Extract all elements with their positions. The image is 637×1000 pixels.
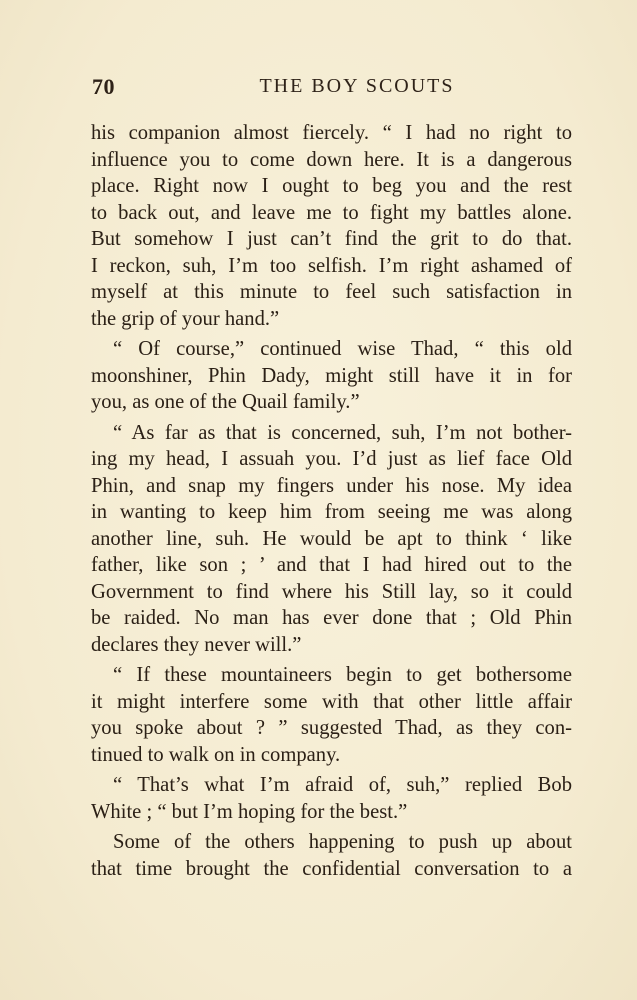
text-line: his companion almost fiercely. “ I had no right to: [91, 122, 572, 144]
text-line: that time brought the confidential conversation to a: [91, 857, 572, 880]
paragraph: [91, 662, 572, 768]
text-line: I reckon, suh, I’m too selfish. I’m right ashamed of: [91, 254, 572, 277]
paragraph: [91, 120, 572, 332]
text-line: “ As far as that is concerned, suh, I’m not bother-: [113, 421, 572, 444]
text-line: in wanting to keep him from seeing me was along: [91, 501, 572, 523]
page-number: 70: [92, 74, 115, 99]
text-line: tinued to walk on in company.: [91, 743, 341, 766]
text-line: place. Right now I ought to beg you and the rest: [91, 175, 572, 197]
text-line: White ; “ but I’m hoping for the best.”: [91, 800, 408, 823]
text-line: be raided. No man has ever done that ; Old Phin: [91, 607, 572, 629]
text-line: “ Of course,” continued wise Thad, “ this old: [113, 338, 572, 360]
text-line: Some of the others happening to push up about: [113, 831, 572, 853]
text-line: it might interfere some with that other little affair: [91, 690, 572, 713]
text-line: influence you to come down here. It is a dangerous: [91, 148, 572, 171]
text-line: to back out, and leave me to fight my battles alone.: [91, 201, 572, 224]
text-line: “ That’s what I’m afraid of, suh,” replied Bob: [113, 774, 572, 796]
text-line: ing my head, I assuah you. I’d just as lief face Old: [91, 448, 572, 470]
paragraph: [91, 336, 572, 416]
text-line: the grip of your hand.”: [91, 307, 280, 330]
running-title: THE BOY SCOUTS: [259, 75, 455, 97]
paragraph: [91, 772, 572, 825]
text-line: “ If these mountaineers begin to get bothersome: [113, 664, 572, 686]
body-text: [91, 120, 572, 886]
paragraph: [91, 829, 572, 882]
text-line: you spoke about ? ” suggested Thad, as they con-: [91, 717, 572, 739]
text-line: declares they never will.”: [91, 633, 302, 656]
text-line: moonshiner, Phin Dady, might still have it in for: [91, 364, 572, 387]
paragraph: [91, 420, 572, 659]
text-line: Government to find where his Still lay, so it could: [91, 580, 572, 603]
text-line: myself at this minute to feel such satisfaction in: [91, 281, 572, 303]
text-line: another line, suh. He would be apt to think ‘ like: [91, 527, 572, 550]
text-line: Phin, and snap my fingers under his nose. My idea: [91, 474, 572, 497]
text-line: you, as one of the Quail family.”: [91, 391, 360, 413]
text-line: But somehow I just can’t find the grit to do that.: [91, 228, 572, 250]
text-line: father, like son ; ’ and that I had hired out to the: [91, 554, 572, 576]
page-header: [92, 74, 572, 108]
